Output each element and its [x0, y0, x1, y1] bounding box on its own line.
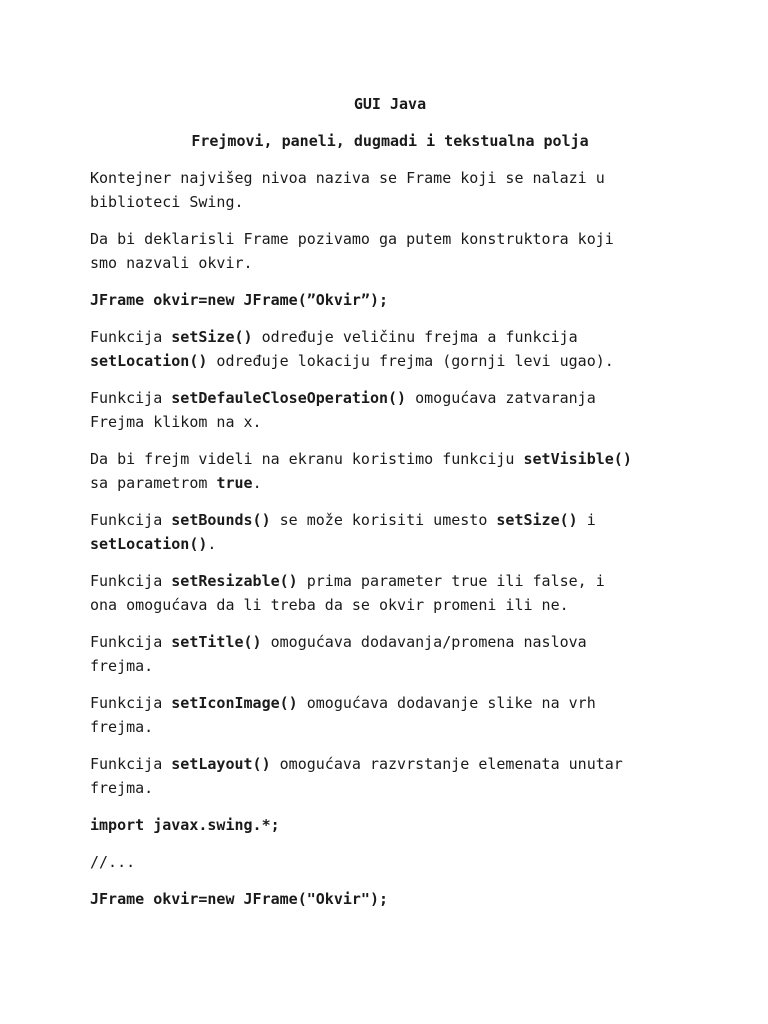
text-line: Kontejner najvišeg nivoa naziva se Frame koji se nalazi u — [90, 169, 605, 187]
text-run: ona omogućava da li treba da se okvir promeni ili ne. — [90, 596, 569, 614]
text-run: Funkcija — [90, 694, 172, 712]
text-run: omogućava dodavanje slike na vrh — [297, 694, 596, 712]
method-name: setBounds() — [171, 511, 271, 529]
paragraph-close-operation — [90, 386, 690, 434]
text-line: biblioteci Swing. — [90, 193, 244, 211]
text-run: određuje lokaciju frejma (gornji levi ugao). — [207, 352, 614, 370]
code-line-import: import javax.swing.*; — [90, 816, 280, 834]
code-line-comment: //... — [90, 853, 136, 871]
method-name: setSize() — [496, 511, 578, 529]
text-run: frejma. — [90, 718, 154, 736]
text-run: Funkcija — [90, 328, 172, 346]
text-run: se može korisiti umesto — [270, 511, 497, 529]
keyword: true — [216, 474, 253, 492]
method-name: setResizable() — [171, 572, 298, 590]
document-title: GUI Java — [353, 95, 427, 113]
text-run: prima parameter true ili false, i — [297, 572, 605, 590]
code-line-jframe-declaration: JFrame okvir=new JFrame(”Okvir”); — [90, 291, 389, 309]
method-name: setIconImage() — [171, 694, 298, 712]
text-run: omogućava dodavanja/promena naslova — [261, 633, 587, 651]
paragraph-setlayout — [90, 752, 690, 800]
paragraph-setbounds — [90, 508, 690, 556]
text-run: omogućava razvrstanje elemenata unutar — [270, 755, 623, 773]
text-run: Funkcija — [90, 633, 172, 651]
text-run: frejma. — [90, 779, 154, 797]
text-line: smo nazvali okvir. — [90, 254, 253, 272]
text-run: omogućava zatvaranja — [406, 389, 596, 407]
method-name: setSize() — [171, 328, 253, 346]
paragraph-setsize — [90, 325, 690, 373]
text-run: frejma. — [90, 657, 154, 675]
code-line-jframe-new: JFrame okvir=new JFrame("Okvir"); — [90, 890, 389, 908]
method-name: setLocation() — [90, 352, 208, 370]
text-run: i — [577, 511, 596, 529]
method-name: setLayout() — [171, 755, 271, 773]
text-run: Funkcija — [90, 755, 172, 773]
paragraph-frame-intro — [90, 166, 690, 214]
text-run: određuje veličinu frejma a funkcija — [252, 328, 578, 346]
paragraph-settitle — [90, 630, 690, 678]
text-run: Da bi frejm videli na ekranu koristimo funkciju — [90, 450, 524, 468]
text-run: sa parametrom — [90, 474, 217, 492]
document-subtitle: Frejmovi, paneli, dugmadi i tekstualna polja — [191, 132, 589, 150]
text-run: . — [252, 474, 262, 492]
method-name: setVisible() — [523, 450, 632, 468]
paragraph-setresizable — [90, 569, 690, 617]
text-line: Da bi deklarisli Frame pozivamo ga putem konstruktora koji — [90, 230, 614, 248]
paragraph-seticonimage — [90, 691, 690, 739]
paragraph-setvisible — [90, 447, 690, 495]
paragraph-declare-frame — [90, 227, 690, 275]
text-run: . — [207, 535, 217, 553]
text-run: Funkcija — [90, 389, 172, 407]
method-name: setLocation() — [90, 535, 208, 553]
text-run: Funkcija — [90, 572, 172, 590]
text-run: Frejma klikom na x. — [90, 413, 262, 431]
method-name: setDefauleCloseOperation() — [171, 389, 407, 407]
method-name: setTitle() — [171, 633, 262, 651]
document-body — [90, 92, 690, 911]
text-run: Funkcija — [90, 511, 172, 529]
